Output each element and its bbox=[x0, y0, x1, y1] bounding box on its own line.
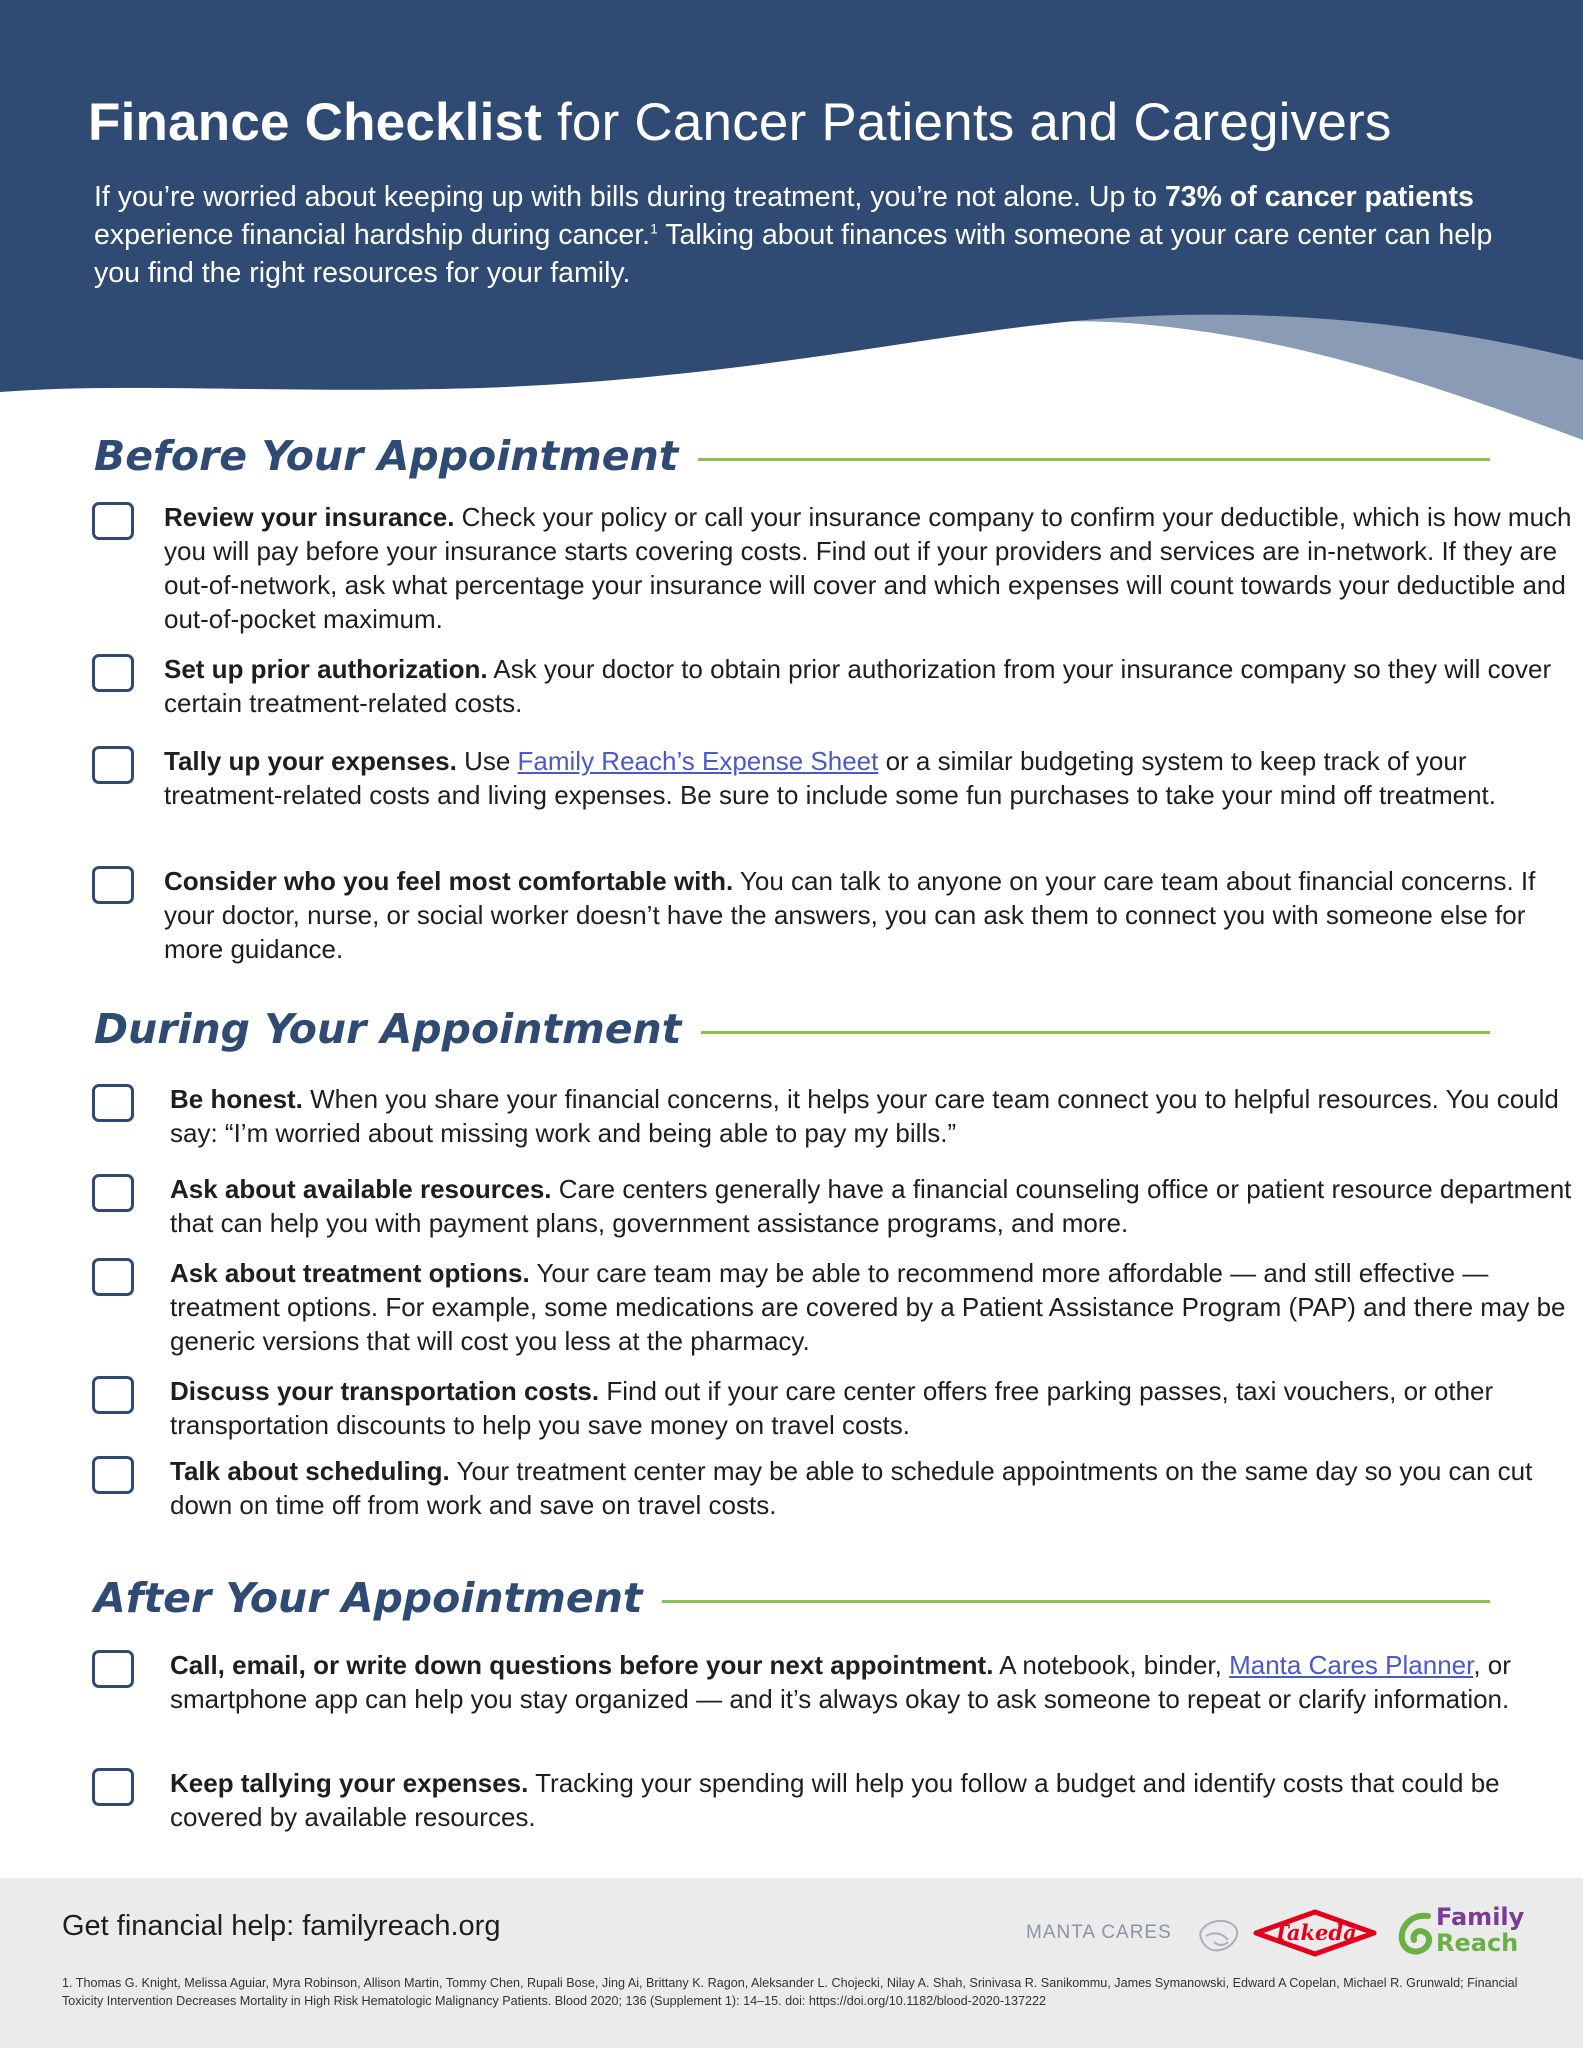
takeda-logo bbox=[1252, 1908, 1378, 1958]
section-title: Before Your Appointment bbox=[94, 432, 679, 480]
item-text: Ask about available resources. Care centers generally have a financial counseling office or patient resource department that can help you with payment plans, government assistance programs, and more. bbox=[170, 1174, 1572, 1238]
manta-cares-planner-link[interactable]: Manta Cares Planner bbox=[1229, 1650, 1474, 1680]
item-text: Discuss your transportation costs. Find out if your care center offers free parking passes, taxi vouchers, or other transportation discounts to help you save money on travel costs. bbox=[170, 1376, 1494, 1440]
checkbox[interactable] bbox=[92, 1650, 134, 1688]
section-title: During Your Appointment bbox=[94, 1005, 682, 1053]
checkbox[interactable] bbox=[92, 1768, 134, 1806]
checkbox[interactable] bbox=[92, 1258, 134, 1296]
item-text: Set up prior authorization. Ask your doctor to obtain prior authorization from your insurance company so they will cover certain treatment-related costs. bbox=[164, 654, 1552, 718]
page-title: Finance Checklist for Cancer Patients and Caregivers bbox=[88, 93, 1392, 152]
item-text: Ask about treatment options. Your care team may be able to recommend more affordable — and still effective — treatment options. For example, some medications are covered by a Patient Assistance Program (PAP) and there may be generic versions that will cost you less at the pharmacy. bbox=[170, 1258, 1566, 1356]
item-text: Consider who you feel most comfortable with. You can talk to anyone on your care team about financial concerns. If your doctor, nurse, or social worker doesn’t have the answers, you can ask them to connect you with someone else for more guidance. bbox=[164, 866, 1536, 964]
section-title: After Your Appointment bbox=[94, 1574, 643, 1622]
manta-ray-icon bbox=[1194, 1912, 1242, 1956]
footer bbox=[0, 1878, 1583, 2048]
item-text: Review your insurance. Check your policy or call your insurance company to confirm your deductible, which is how much you will pay before your insurance starts covering costs. Find out if your providers and services are in-network. If they are out-of-network, ask what percentage your insurance will cover and which expenses will count towards your deductible and out-of-pocket maximum. bbox=[164, 502, 1572, 634]
section-after-header bbox=[94, 1574, 1490, 1622]
header-banner bbox=[0, 0, 1583, 440]
item-text: Talk about scheduling. Your treatment center may be able to schedule appointments on the same day so you can cut down on time off from work and save on travel costs. bbox=[170, 1456, 1533, 1520]
manta-cares-logo: MANTA CARES bbox=[1026, 1922, 1172, 1943]
section-before-header bbox=[94, 432, 1490, 480]
footer-cta: Get financial help: familyreach.org bbox=[62, 1910, 501, 1942]
footnote-citation: 1. Thomas G. Knight, Melissa Aguiar, Myra Robinson, Allison Martin, Tommy Chen, Rupali Bose, Jing Ai, Brittany K. Ragon, Aleksander L. Chojecki, Nilay A. Shah, Srinivasa R. Sanikommu, James Symanowski, Edward A Copelan, Michael R. Grunwald; Financial Toxicity Intervention Decreases Mortality in High Risk Hematologic Malignancy Patients. Blood 2020; 136 (Supplement 1): 14–15. doi: https://doi.org/10.1182/blood-2020-137222 bbox=[62, 1976, 1518, 2008]
item-text: Be honest. When you share your financial concerns, it helps your care team connect you to helpful resources. You could say: “I’m worried about missing work and being able to pay my bills.” bbox=[170, 1084, 1559, 1148]
family-reach-leaf-icon bbox=[1398, 1910, 1434, 1956]
item-text: Call, email, or write down questions before your next appointment. A notebook, binder, Manta Cares Planner, or smartphone app can help you stay organized — and it’s always okay to ask someone to repeat or clarify information. bbox=[170, 1650, 1511, 1714]
checkbox[interactable] bbox=[92, 746, 134, 784]
checkbox[interactable] bbox=[92, 1174, 134, 1212]
family-reach-logo bbox=[1398, 1903, 1525, 1960]
takeda-logo-text: Takeda bbox=[1273, 1920, 1357, 1945]
section-divider bbox=[701, 1031, 1490, 1034]
checkbox[interactable] bbox=[92, 866, 134, 904]
section-divider bbox=[662, 1600, 1490, 1603]
expense-sheet-link[interactable]: Family Reach’s Expense Sheet bbox=[517, 746, 879, 776]
checkbox[interactable] bbox=[92, 502, 134, 540]
item-text: Tally up your expenses. Use Family Reach’s Expense Sheet or a similar budgeting system to keep track of your treatment-related costs and living expenses. Be sure to include some fun purchases to take your mind off treatment. bbox=[164, 746, 1497, 810]
section-divider bbox=[698, 458, 1490, 461]
checkbox[interactable] bbox=[92, 1376, 134, 1414]
section-during-header bbox=[94, 1005, 1490, 1053]
item-text: Keep tallying your expenses. Tracking your spending will help you follow a budget and identify costs that could be covered by available resources. bbox=[170, 1768, 1500, 1832]
intro-paragraph: If you’re worried about keeping up with bills during treatment, you’re not alone. Up to 73% of cancer patients experience financial hardship during cancer.$^1$ Talking about finances with someone at your care center can help you find the right resources for your family. bbox=[94, 181, 1493, 289]
checkbox[interactable] bbox=[92, 654, 134, 692]
checkbox[interactable] bbox=[92, 1456, 134, 1494]
checkbox[interactable] bbox=[92, 1084, 134, 1122]
family-reach-wordmark: Family Reach bbox=[1436, 1903, 1525, 1957]
